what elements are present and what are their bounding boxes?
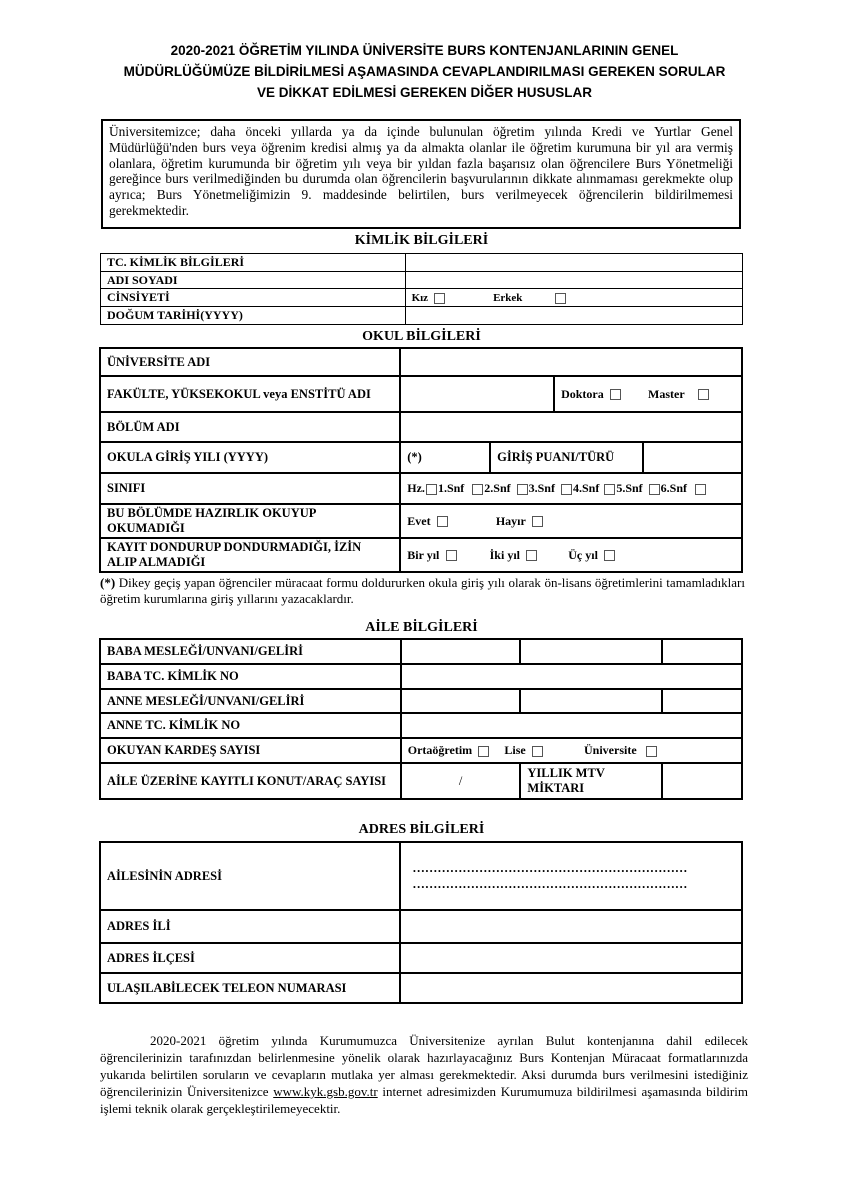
ortaogretim-label: Ortaöğretim — [407, 743, 473, 757]
derece-options — [554, 376, 742, 412]
sinif-1-label: 1.Snf — [437, 481, 465, 495]
uc-yil-checkbox[interactable] — [604, 550, 615, 561]
iki-yil-checkbox[interactable] — [526, 550, 537, 561]
giris-puani-label: GİRİŞ PUANI/TÜRÜ — [491, 443, 644, 472]
giris-puani-input[interactable] — [644, 443, 741, 472]
title-line-3: VE DİKKAT EDİLMESİ GEREKEN DİĞER HUSUSLAR — [256, 85, 593, 100]
sinif-2-checkbox[interactable] — [517, 484, 528, 495]
kyk-link[interactable]: www.kyk.gsb.gov.tr — [273, 1084, 378, 1099]
sinif-4-label: 4.Snf — [572, 481, 600, 495]
ailesinin-adresi-input[interactable] — [400, 842, 742, 910]
bir-yil-checkbox[interactable] — [446, 550, 457, 561]
baba-unvan-input[interactable] — [520, 639, 662, 664]
kimlik-table — [100, 253, 743, 325]
aile-heading: AİLE BİLGİLERİ — [365, 620, 478, 635]
iki-yil-label: İki yıl — [489, 547, 520, 562]
sinif-5-label: 5.Snf — [616, 481, 643, 495]
kimlik-heading: KİMLİK BİLGİLERİ — [354, 233, 489, 248]
kardes-label: OKUYAN KARDEŞ SAYISI — [100, 738, 401, 763]
ad-label: ADI SOYADI — [101, 272, 406, 289]
kayit-options — [400, 538, 742, 572]
adres-ilce-label: ADRES İLÇESİ — [100, 943, 400, 973]
cinsiyet-label: CİNSİYETİ — [101, 289, 406, 307]
hazirlik-label: BU BÖLÜMDE HAZIRLIK OKUYUP OKUMADIĞI — [100, 504, 400, 538]
okul-heading: OKUL BİLGİLERİ — [362, 329, 481, 344]
anne-meslek-label: ANNE MESLEĞİ/UNVANI/GELİRİ — [100, 689, 401, 713]
footer-text-2: internet adresimizden Kurumumuza bildirilmesi aşamasında bildirim işlemi teknik olarak gerçekleştirilemeyecektir. — [100, 1084, 748, 1116]
kayit-label: KAYIT DONDURUP DONDURMADIĞI, İZİN ALIP ALMADIĞI — [100, 538, 400, 572]
footer-paragraph — [100, 1032, 748, 1117]
universite-checkbox[interactable] — [646, 746, 657, 757]
adres-heading: ADRES BİLGİLERİ — [358, 822, 485, 837]
hayir-label: Hayır — [495, 513, 526, 528]
bir-yil-label: Bir yıl — [407, 547, 440, 562]
telefon-input[interactable] — [400, 973, 742, 1003]
konut-slash: / — [458, 773, 463, 788]
universite-label: Üniversite — [584, 743, 637, 757]
doktora-label: Doktora — [561, 386, 604, 401]
sinif-4-checkbox[interactable] — [604, 484, 615, 495]
giris-puani-cell — [490, 442, 742, 473]
sinif-6-label: 6.Snf — [660, 481, 687, 495]
fakulte-input[interactable] — [400, 376, 554, 412]
intro-box: Üniversitemizce; daha önceki yıllarda ya da içinde bulunulan öğretim yılında Kredi ve Yurtlar Genel Müdürlüğü'nden burs veya öğrenim kredisi almış ya da almakta olanlar ile öğretim kurumuna bir yıl ara vermiş olanlara, öğretim kurumunda bir öğretim yılı veya bir yıldan fazla başarısız olan öğrencilere Burs Yönetmeliği gereğince burs verilmediğinden bu durumda olan öğrencilerin başvurularının dikkate alınmaması gerekmekte olup ayrıca; Burs Yönetmeliğimizin 9. maddesinde belirtilen, burs verilmeyecek öğrencilerin bildirilmemesi gerekmektedir. — [101, 119, 741, 229]
dogum-label: DOĞUM TARİHİ(YYYY) — [101, 307, 406, 325]
giris-yili-label: OKULA GİRİŞ YILI (YYYY) — [100, 442, 400, 473]
uc-yil-label: Üç yıl — [568, 547, 598, 562]
footer-text-1: 2020-2021 öğretim yılında Kurumumuzca Üniversitenize ayrılan Bulut kontenjanına dahil edilecek öğrencilerinizin tarafınızdan belirlenmesine yönelik olarak hazırlayacağınız Burs Kontenjan Müracaat formatlarınızda yukarıda belirtilen soruların ve cevapların mutlaka yer alması gerekmektedir. Aksi durumda burs verilmesini istediğiniz öğrencilerinizin Üniversitenizce — [100, 1033, 748, 1099]
hazirlik-options — [400, 504, 742, 538]
baba-tc-input[interactable] — [401, 664, 742, 689]
ad-input[interactable] — [405, 272, 742, 289]
konut-input[interactable] — [401, 763, 521, 799]
baba-meslek-label: BABA MESLEĞİ/UNVANI/GELİRİ — [100, 639, 401, 664]
sinif-3-label: 3.Snf — [528, 481, 555, 495]
dogum-input[interactable] — [405, 307, 742, 325]
baba-meslek-input[interactable] — [401, 639, 521, 664]
note-star: (*) — [100, 575, 116, 590]
tc-input-grid[interactable] — [405, 254, 742, 272]
bolum-label: BÖLÜM ADI — [100, 412, 400, 442]
baba-gelir-input[interactable] — [662, 639, 742, 664]
sinif-options — [400, 473, 742, 504]
evet-checkbox[interactable] — [437, 516, 448, 527]
adres-dots-1: ………………………………………………………… — [412, 861, 688, 875]
master-label: Master — [648, 386, 685, 401]
giris-yili-note-mark: (*) — [407, 450, 422, 464]
sinif-6-checkbox[interactable] — [695, 484, 706, 495]
bolum-input[interactable] — [400, 412, 742, 442]
adres-il-input[interactable] — [400, 910, 742, 943]
lise-checkbox[interactable] — [532, 746, 543, 757]
adres-il-label: ADRES İLİ — [100, 910, 400, 943]
sinif-3-checkbox[interactable] — [561, 484, 572, 495]
mtv-label: YILLIK MTV MİKTARI — [520, 763, 662, 799]
tc-label: TC. KİMLİK BİLGİLERİ — [101, 254, 406, 272]
mtv-input[interactable] — [662, 763, 742, 799]
universite-label: ÜNİVERSİTE ADI — [100, 348, 400, 376]
master-checkbox[interactable] — [698, 389, 709, 400]
baba-tc-label: BABA TC. KİMLİK NO — [100, 664, 401, 689]
kiz-label: Kız — [411, 292, 429, 304]
title-line-2: MÜDÜRLÜĞÜMÜZE BİLDİRİLMESİ AŞAMASINDA CEVAPLANDIRILMASI GEREKEN SORULAR — [123, 64, 726, 79]
okul-table — [99, 347, 743, 573]
ortaogretim-checkbox[interactable] — [478, 746, 489, 757]
note-text: Dikey geçiş yapan öğrenciler müracaat formu doldururken okula giriş yılı olarak ön-lisans öğretimlerini tamamladıkları öğretim kurumlarına giriş yıllarını yazacaklardır. — [100, 575, 745, 606]
sinif-1-checkbox[interactable] — [472, 484, 483, 495]
universite-input[interactable] — [400, 348, 742, 376]
aile-table — [99, 638, 743, 800]
cinsiyet-options — [405, 289, 742, 307]
adres-table — [99, 841, 743, 1004]
anne-gelir-input[interactable] — [662, 689, 742, 713]
sinif-2-label: 2.Snf — [484, 481, 511, 495]
doktora-checkbox[interactable] — [610, 389, 621, 400]
adres-dots-2: ………………………………………………………… — [412, 877, 688, 891]
anne-unvan-input[interactable] — [520, 689, 662, 713]
erkek-label: Erkek — [493, 292, 523, 304]
kardes-options — [401, 738, 742, 763]
document-title — [40, 40, 809, 103]
anne-meslek-input[interactable] — [401, 689, 521, 713]
anne-tc-label: ANNE TC. KİMLİK NO — [100, 713, 401, 738]
title-line-1: 2020-2021 ÖĞRETİM YILINDA ÜNİVERSİTE BURS KONTENJANLARININ GENEL — [170, 43, 679, 58]
giris-yili-input[interactable] — [400, 442, 490, 473]
sinif-hz-checkbox[interactable] — [426, 484, 437, 495]
sinif-5-checkbox[interactable] — [649, 484, 660, 495]
ailesinin-adresi-label: AİLESİNİN ADRESİ — [100, 842, 400, 910]
erkek-checkbox[interactable] — [555, 293, 566, 304]
fakulte-label: FAKÜLTE, YÜKSEKOKUL veya ENSTİTÜ ADI — [100, 376, 400, 412]
hayir-checkbox[interactable] — [532, 516, 543, 527]
sinif-label: SINIFI — [100, 473, 400, 504]
lise-label: Lise — [504, 743, 526, 757]
sinif-hz-label: Hz. — [407, 481, 425, 495]
evet-label: Evet — [407, 513, 431, 528]
telefon-label: ULAŞILABİLECEK TELEON NUMARASI — [100, 973, 400, 1003]
kiz-checkbox[interactable] — [434, 293, 445, 304]
anne-tc-input[interactable] — [401, 713, 742, 738]
dikey-gecis-note — [100, 575, 745, 607]
adres-ilce-input[interactable] — [400, 943, 742, 973]
konut-label: AİLE ÜZERİNE KAYITLI KONUT/ARAÇ SAYISI — [100, 763, 401, 799]
